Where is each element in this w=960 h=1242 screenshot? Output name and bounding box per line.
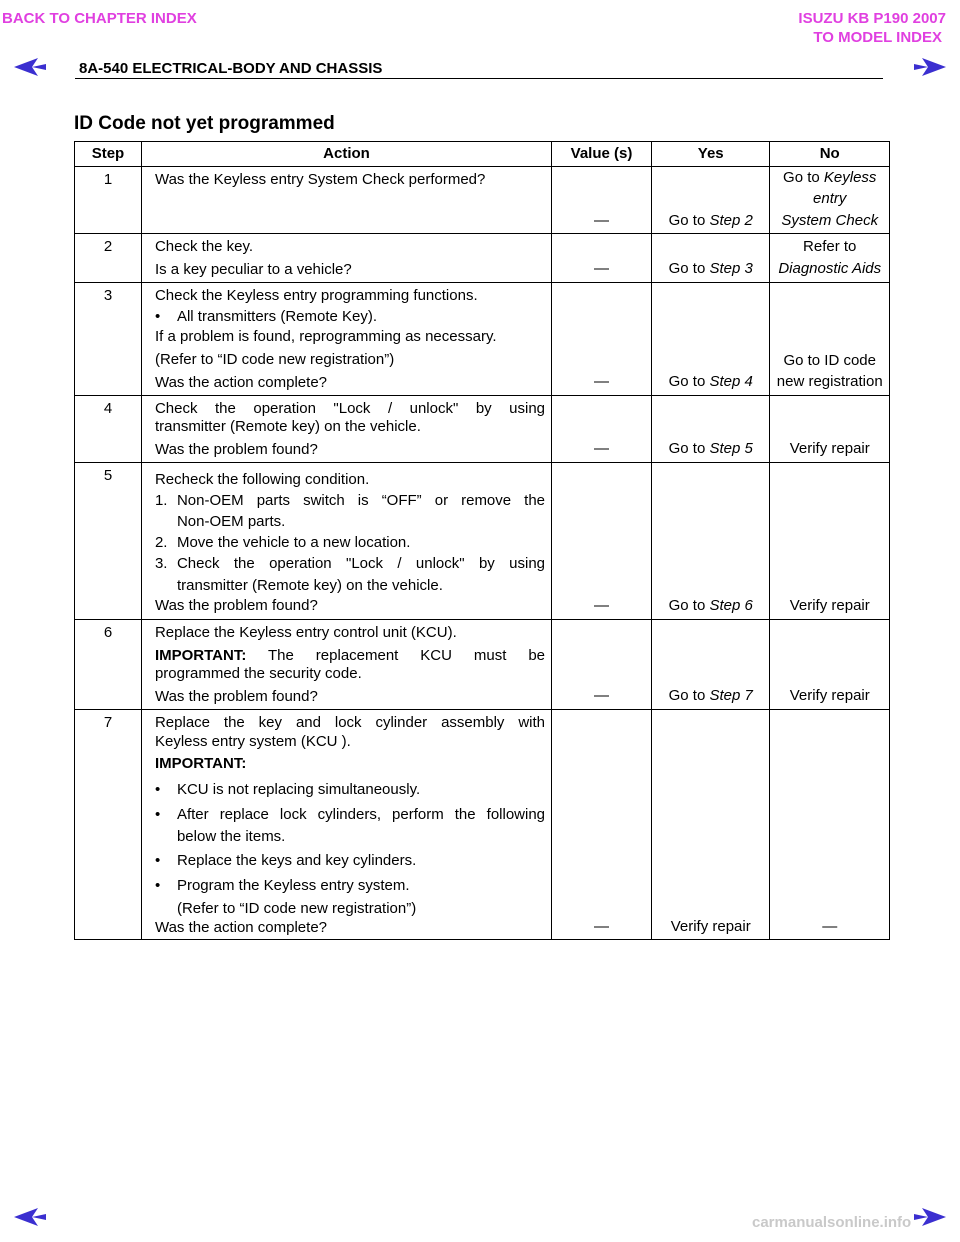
- column-header: Step: [75, 142, 142, 167]
- column-header: Action: [141, 142, 551, 167]
- value-cell: —: [552, 167, 652, 234]
- no-cell[interactable]: Go to Keyless entry System Check: [770, 167, 890, 234]
- value-cell: —: [552, 619, 652, 709]
- no-cell[interactable]: Verify repair: [770, 619, 890, 709]
- yes-cell[interactable]: Verify repair: [651, 709, 769, 940]
- table-row: [75, 234, 890, 283]
- section-title: ID Code not yet programmed: [74, 113, 335, 134]
- no-cell[interactable]: Refer to Diagnostic Aids: [770, 234, 890, 283]
- action-cell: Check the Keyless entry programming functions. • All transmitters (Remote Key). If a problem is found, reprogramming as necessary. (Refer to “ID code new registration”) Was the action complete?: [141, 282, 551, 395]
- value-cell: —: [552, 282, 652, 395]
- action-cell: Check the operation "Lock / unlock" by using transmitter (Remote key) on the vehicle. Was the problem found?: [141, 395, 551, 462]
- right-arrow-icon[interactable]: [912, 1206, 948, 1228]
- no-cell[interactable]: Verify repair: [770, 462, 890, 619]
- step-number: 3: [75, 282, 142, 395]
- yes-cell[interactable]: Go to Step 6: [651, 462, 769, 619]
- step-number: 4: [75, 395, 142, 462]
- action-cell: Replace the Keyless entry control unit (KCU). IMPORTANT: The replacement KCU must be programmed the security code. Was the problem found?: [141, 619, 551, 709]
- back-to-chapter-index-link[interactable]: BACK TO CHAPTER INDEX: [2, 10, 197, 27]
- step-number: 7: [75, 709, 142, 940]
- action-cell: [141, 167, 551, 234]
- step-number: 2: [75, 234, 142, 283]
- yes-cell[interactable]: Go to Step 7: [651, 619, 769, 709]
- action-cell: Recheck the following condition. 1. Non-OEM parts switch is “OFF” or remove the Non-OEM parts. 2. Move the vehicle to a new location. 3. Check the operation "Lock / unlock" by using transmitter (Remote key) on the vehicle. Was the problem found?: [141, 462, 551, 619]
- column-header: Yes: [651, 142, 769, 167]
- yes-cell[interactable]: Go to Step 4: [651, 282, 769, 395]
- yes-cell[interactable]: Go to Step 2: [651, 167, 769, 234]
- yes-cell[interactable]: Go to Step 5: [651, 395, 769, 462]
- value-cell: —: [552, 462, 652, 619]
- column-header: Value (s): [552, 142, 652, 167]
- table-row: [75, 395, 890, 462]
- no-cell[interactable]: Go to ID code new registration: [770, 282, 890, 395]
- action-text: Was the Keyless entry System Check performed?: [154, 171, 486, 188]
- right-arrow-icon[interactable]: [912, 56, 948, 78]
- table-row: [75, 167, 890, 234]
- step-number: 5: [75, 462, 142, 619]
- value-cell: —: [552, 234, 652, 283]
- page-header: 8A-540 ELECTRICAL-BODY AND CHASSIS: [79, 60, 383, 77]
- table-row: [75, 462, 890, 619]
- table-row: [75, 619, 890, 709]
- column-header: No: [770, 142, 890, 167]
- to-model-index-link[interactable]: TO MODEL INDEX: [813, 29, 942, 46]
- no-cell[interactable]: Verify repair: [770, 395, 890, 462]
- value-cell: —: [552, 709, 652, 940]
- no-cell: —: [770, 709, 890, 940]
- value-cell: —: [552, 395, 652, 462]
- action-cell: Check the key. Is a key peculiar to a vehicle?: [141, 234, 551, 283]
- header-rule: [75, 78, 883, 79]
- diagnostic-table: [74, 141, 890, 940]
- table-row: [75, 282, 890, 395]
- model-label: ISUZU KB P190 2007: [798, 10, 946, 27]
- watermark: carmanualsonline.info: [752, 1214, 912, 1231]
- step-number: 6: [75, 619, 142, 709]
- step-number: 1: [75, 167, 142, 234]
- left-arrow-icon[interactable]: [12, 1206, 48, 1228]
- left-arrow-icon[interactable]: [12, 56, 48, 78]
- table-header-row: [75, 142, 890, 167]
- action-cell: Replace the key and lock cylinder assembly with Keyless entry system (KCU ). IMPORTANT: • KCU is not replacing simultaneously. • After replace lock cylinders, perform the following below the items. • Replace the keys and key cylinders. • Program the Keyless entry system. (Refer to “ID code new registration”) Was the action complete?: [141, 709, 551, 940]
- table-row: [75, 709, 890, 940]
- yes-cell[interactable]: Go to Step 3: [651, 234, 769, 283]
